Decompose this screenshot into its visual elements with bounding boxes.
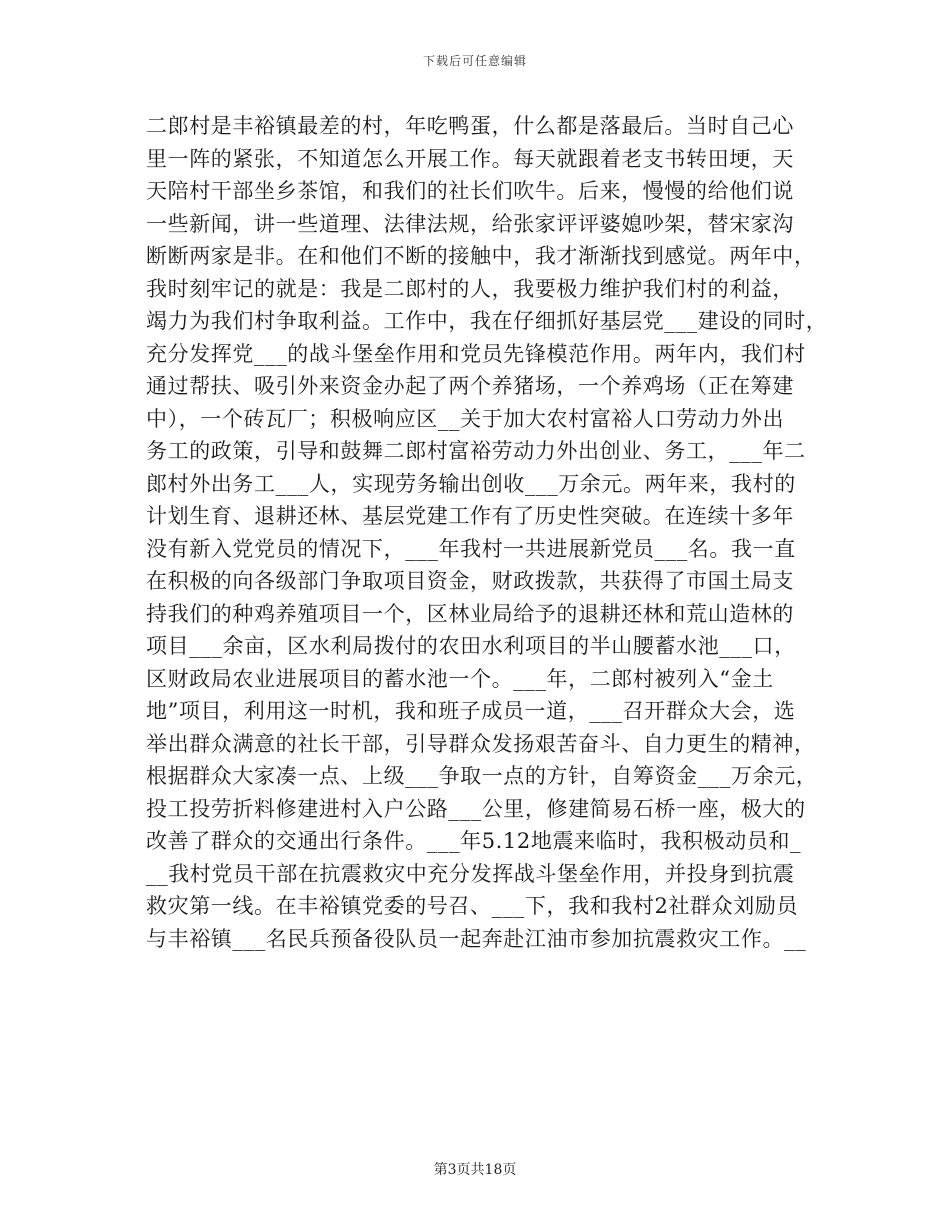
page-header: 下载后可任意编辑 — [422, 54, 527, 68]
text-line: 竭力为我们村争取利益。工作中，我在仔细抓好基层党___建设的同时， — [146, 309, 828, 333]
text-line: 改善了群众的交通出行条件。___年5.12地震来临时，我积极动员和_ — [146, 829, 802, 853]
text-line: 救灾第一线。在丰裕镇党委的号召、___下，我和我村2社群众刘励员 — [146, 894, 799, 918]
text-line: 区财政局农业进展项目的蓄水池一个。___年，二郎村被列入“金土 — [146, 666, 774, 691]
text-line: 断断两家是非。在和他们不断的接触中，我才渐渐找到感觉。两年中， — [146, 244, 816, 268]
text-line: 里一阵的紧张，不知道怎么开展工作。每天就跟着老支书转田埂，天 — [146, 146, 794, 171]
text-line: __我村党员干部在抗震救灾中充分发挥战斗堡垒作用，并投身到抗震 — [146, 861, 795, 886]
text-line: 中），一个砖瓦厂；积极响应区__关于加大农村富裕人口劳动力外出 — [146, 406, 785, 431]
text-line: 投工投劳折料修建进村入户公路___公里，修建简易石桥一座，极大的 — [146, 796, 806, 821]
text-line: 根据群众大家凑一点、上级___争取一点的方针，自筹资金___万余元， — [146, 764, 818, 788]
text-line: 举出群众满意的社长干部，引导群众发扬艰苦奋斗、自力更生的精神， — [146, 731, 816, 756]
text-line: 一些新闻，讲一些道理、法律法规，给张家评评婆媳吵架，替宋家沟 — [146, 211, 794, 236]
text-line: 与丰裕镇___名民兵预备役队员一起奔赴江油市参加抗震救灾工作。__ — [146, 926, 807, 951]
text-line: 务工的政策，引导和鼓舞二郎村富裕劳动力外出创业、务工，___年二 — [146, 439, 806, 463]
text-line: 二郎村是丰裕镇最差的村，年吃鸭蛋，什么都是落最后。当时自己心 — [146, 114, 794, 138]
text-line: 项目___余亩，区水利局拨付的农田水利项目的半山腰蓄水池___口， — [146, 634, 796, 658]
text-line: 计划生育、退耕还林、基层党建工作有了历史性突破。在连续十多年 — [146, 504, 794, 528]
text-line: 持我们的种鸡养殖项目一个，区林业局给予的退耕还林和荒山造林的 — [146, 601, 794, 626]
text-line: 郎村外出务工___人，实现劳务输出创收___万余元。两年来，我村的 — [146, 471, 796, 496]
text-line: 没有新入党党员的情况下，___年我村一共进展新党员___名。我一直 — [146, 536, 796, 561]
text-line: 通过帮扶、吸引外来资金办起了两个养猪场，一个养鸡场（正在筹建 — [146, 374, 794, 398]
text-line: 天陪村干部坐乡茶馆，和我们的社长们吹牛。后来，慢慢的给他们说 — [146, 179, 794, 203]
text-line: 地”项目，利用这一时机，我和班子成员一道，___召开群众大会，选 — [146, 699, 796, 723]
text-line: 我时刻牢记的就是：我是二郎村的人，我要极力维护我们村的利益， — [146, 276, 794, 301]
text-line: 在积极的向各级部门争取项目资金，财政拨款，共获得了市国土局支 — [146, 569, 794, 593]
page-footer: 第3页共18页 — [433, 1162, 517, 1178]
text-line: 充分发挥党___的战斗堡垒作用和党员先锋模范作用。两年内，我们村 — [146, 341, 806, 366]
body-text — [146, 110, 828, 955]
